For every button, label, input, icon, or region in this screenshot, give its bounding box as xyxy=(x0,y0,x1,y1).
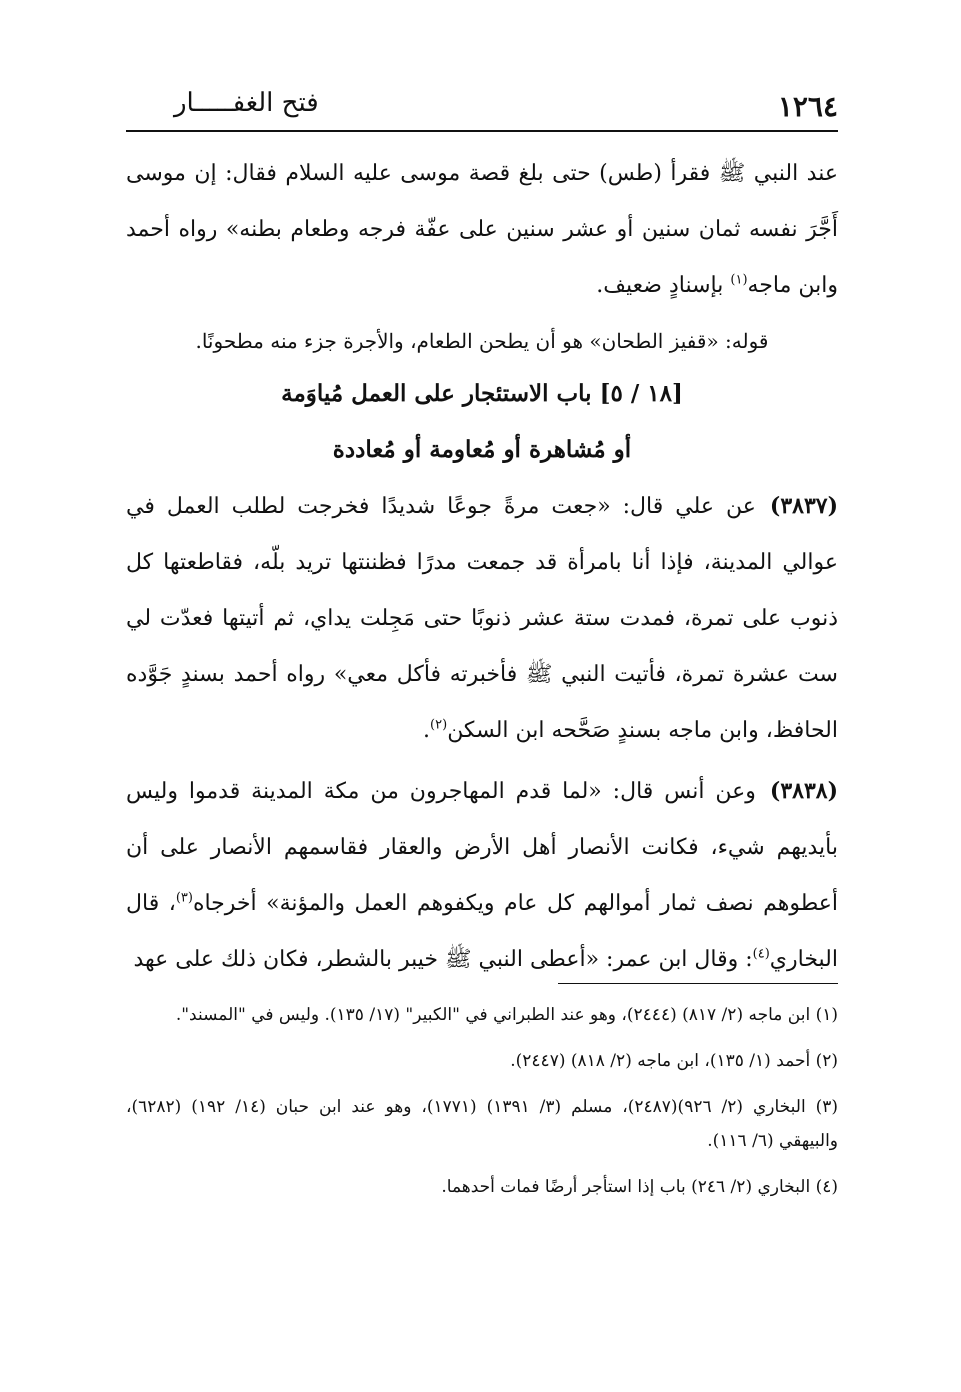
continued-hadith-text: عند النبي ﷺ فقرأ (طس) حتى بلغ قصة موسى عليه السلام فقال: إن موسى أَجَّرَ نفسه ثمان سنين أو عشر سنين على عفّة فرجه وطعام بطنه» رواه أحمد وابن ماجه xyxy=(126,161,838,298)
footnote-3: (٣) البخاري (٢/ ٩٢٦)(٢٤٨٧)، مسلم (٣/ ١٣٩١) (١٧٧١)، وهو عند ابن حبان (١٤/ ١٩٢) (٦٢٨٢)، والبيهقي (٦/ ١١٦). xyxy=(126,1097,839,1151)
page-body xyxy=(126,146,838,988)
chapter-heading-line1: [١٨ / ٥] باب الاستئجار على العمل مُياوَمة xyxy=(281,380,683,407)
footnote-ref-3: (٣) xyxy=(175,890,193,906)
footnote-ref-1: (١) xyxy=(730,272,748,288)
footnote-ref-4: (٤) xyxy=(752,946,770,962)
hadith-number: (٣٨٣٧) xyxy=(769,493,838,519)
hadith-tail: . xyxy=(423,718,431,743)
continued-hadith-tail: بإسنادٍ ضعيف. xyxy=(596,273,731,298)
footnote-ref-2: (٢) xyxy=(430,717,448,733)
page-header xyxy=(126,86,838,132)
hadith-mid: ، قال البخاري xyxy=(126,891,838,972)
continued-hadith xyxy=(126,146,838,314)
hadith-text: عن علي قال: «جعت مرةً جوعًا شديدًا فخرجت لطلب العمل في عوالي المدينة، فإذا أنا بامرأة قد جمعت مدرًا فظننتها تريد بلّه، فقاطعتها كل ذنوب على تمرة، فمدت ستة عشر ذنوبًا حتى مَجِلت يداي، ثم أتيتها فعدّت لي ست عشرة تمرة، فأتيت النبي ﷺ فأخبرته فأكل معي» رواه أحمد بسندٍ جَوَّده الحافظ، وابن ماجه بسندٍ صَحَّحه ابن السكن xyxy=(126,494,838,743)
page-number: ١٢٦٤ xyxy=(777,90,838,123)
hadith-tail: : وقال ابن عمر: «أعطى النبي ﷺ خيبر بالشطر، فكان ذلك على عهد xyxy=(133,947,753,972)
hadith-3838 xyxy=(126,763,838,988)
hadith-3837 xyxy=(126,478,838,759)
chapter-heading-line2: أو مُشاهرة أو مُعاومة أو مُعاددة xyxy=(332,436,632,463)
footnotes xyxy=(126,998,838,1216)
footnote-2: (٢) أحمد (١/ ١٣٥)، ابن ماجه (٢/ ٨١٨) (٢٤٤٧). xyxy=(510,1051,838,1071)
hadith-text: وعن أنس قال: «لما قدم المهاجرون من مكة المدينة قدموا وليس بأيديهم شيء، فكانت الأنصار أهل الأرض والعقار فقاسمهم الأنصار على أن أعطوهم نصف ثمار أموالهم كل عام ويكفوهم العمل والمؤنة» أخرجاه xyxy=(126,779,838,916)
commentary-note: قوله: «قفيز الطحان» هو أن يطحن الطعام، والأجرة جزء منه مطحونًا. xyxy=(195,329,769,353)
hadith-number: (٣٨٣٨) xyxy=(769,778,838,804)
book-title: فتح الغفـــــار xyxy=(174,88,319,118)
footnote-1: (١) ابن ماجه (٢/ ٨١٧) (٢٤٤٤)، وهو عند الطبراني في "الكبير" (١٧/ ١٣٥). وليس في "المسند". xyxy=(175,1005,838,1025)
footnote-divider xyxy=(558,983,838,984)
footnote-4: (٤) البخاري (٢/ ٢٤٦) باب إذا استأجر أرضًا فمات أحدهما. xyxy=(441,1177,838,1197)
